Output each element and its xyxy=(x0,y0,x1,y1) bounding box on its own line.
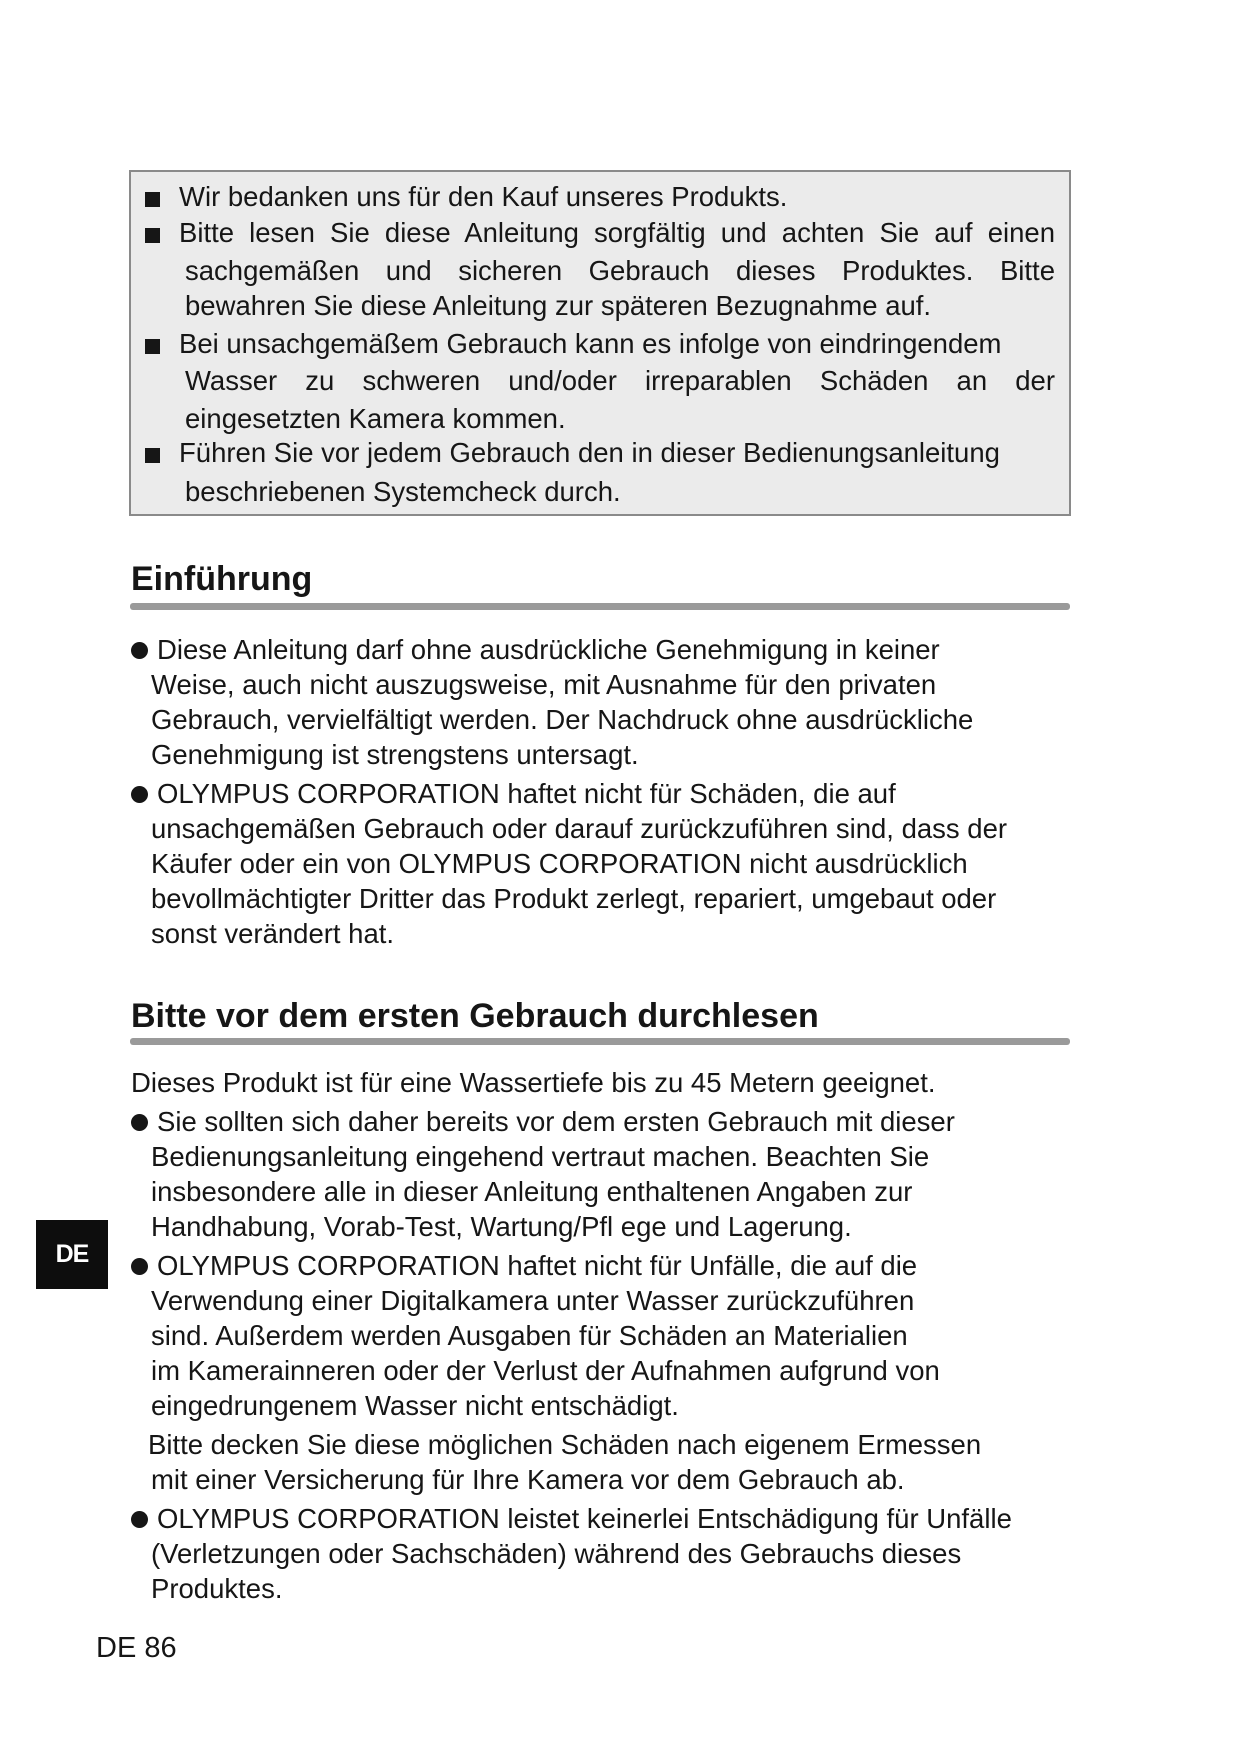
text-line: Weise, auch nicht auszugsweise, mit Ausnahme für den privaten xyxy=(151,669,937,700)
text-line: Handhabung, Vorab-Test, Wartung/Pfl ege und Lagerung. xyxy=(151,1211,852,1242)
first-use-bullet-2: OLYMPUS CORPORATION haftet nicht für Unfälle, die auf die xyxy=(131,1249,917,1283)
heading-rule xyxy=(130,603,1070,610)
square-bullet-icon xyxy=(145,448,160,463)
text-line: (Verletzungen oder Sachschäden) während des Gebrauchs dieses xyxy=(151,1538,962,1569)
text-line: Verwendung einer Digitalkamera unter Wasser zurückzuführen xyxy=(151,1285,915,1316)
notice-line: Wasser zu schweren und/oder irreparablen Schäden an der xyxy=(185,365,1055,396)
text-line: insbesondere alle in dieser Anleitung enthaltenen Angaben zur xyxy=(151,1176,913,1207)
text-line: sind. Außerdem werden Ausgaben für Schäden an Materialien xyxy=(151,1320,908,1351)
section-heading-intro: Einführung xyxy=(131,560,313,598)
text-line: Bedienungsanleitung eingehend vertraut machen. Beachten Sie xyxy=(151,1141,930,1172)
notice-item: Führen Sie vor jedem Gebrauch den in dieser Bedienungsanleitung xyxy=(145,436,1055,470)
notice-line: sachgemäßen und sicheren Gebrauch dieses Produktes. Bitte xyxy=(185,255,1055,286)
notice-line: bewahren Sie diese Anleitung zur späteren Bezugnahme auf. xyxy=(185,290,932,321)
bullet-dot-icon xyxy=(131,786,148,803)
text-line: Käufer oder ein von OLYMPUS CORPORATION nicht ausdrücklich xyxy=(151,848,968,879)
first-use-bullet-3: OLYMPUS CORPORATION leistet keinerlei Entschädigung für Unfälle xyxy=(131,1502,1012,1536)
notice-line: beschriebenen Systemcheck durch. xyxy=(185,476,621,507)
first-use-bullet-1: Sie sollten sich daher bereits vor dem ersten Gebrauch mit dieser xyxy=(131,1105,955,1139)
notice-box xyxy=(129,170,1071,516)
heading-rule xyxy=(130,1038,1070,1045)
text-line: Bitte decken Sie diese möglichen Schäden nach eigenem Ermessen xyxy=(148,1429,982,1460)
text-line: bevollmächtigter Dritter das Produkt zerlegt, repariert, umgebaut oder xyxy=(151,883,997,914)
text-line: Produktes. xyxy=(151,1573,283,1604)
text-line: unsachgemäßen Gebrauch oder darauf zurückzuführen sind, dass der xyxy=(151,813,1008,844)
notice-item: Bei unsachgemäßem Gebrauch kann es infolge von eindringendem xyxy=(145,327,1055,361)
notice-item: Bitte lesen Sie diese Anleitung sorgfältig und achten Sie auf einen xyxy=(145,216,1055,250)
text-line: Gebrauch, vervielfältigt werden. Der Nachdruck ohne ausdrückliche xyxy=(151,704,974,735)
square-bullet-icon xyxy=(145,228,160,243)
intro-bullet-2: OLYMPUS CORPORATION haftet nicht für Schäden, die auf xyxy=(131,777,896,811)
bullet-dot-icon xyxy=(131,642,148,659)
square-bullet-icon xyxy=(145,339,160,354)
square-bullet-icon xyxy=(145,192,160,207)
section-heading-first-use: Bitte vor dem ersten Gebrauch durchlesen xyxy=(131,997,819,1035)
intro-bullet-1: Diese Anleitung darf ohne ausdrückliche Genehmigung in keiner xyxy=(131,633,940,667)
notice-line: eingesetzten Kamera kommen. xyxy=(185,403,566,434)
bullet-dot-icon xyxy=(131,1114,148,1131)
first-use-intro: Dieses Produkt ist für eine Wassertiefe bis zu 45 Metern geeignet. xyxy=(131,1067,936,1098)
bullet-dot-icon xyxy=(131,1511,148,1528)
page-number: DE 86 xyxy=(96,1632,177,1664)
language-tab: DE xyxy=(36,1220,108,1289)
text-line: mit einer Versicherung für Ihre Kamera vor dem Gebrauch ab. xyxy=(151,1464,905,1495)
text-line: im Kamerainneren oder der Verlust der Aufnahmen aufgrund von xyxy=(151,1355,940,1386)
text-line: sonst verändert hat. xyxy=(151,918,395,949)
bullet-dot-icon xyxy=(131,1258,148,1275)
notice-item: Wir bedanken uns für den Kauf unseres Produkts. xyxy=(145,180,1055,214)
text-line: Genehmigung ist strengstens untersagt. xyxy=(151,739,639,770)
text-line: eingedrungenem Wasser nicht entschädigt. xyxy=(151,1390,679,1421)
